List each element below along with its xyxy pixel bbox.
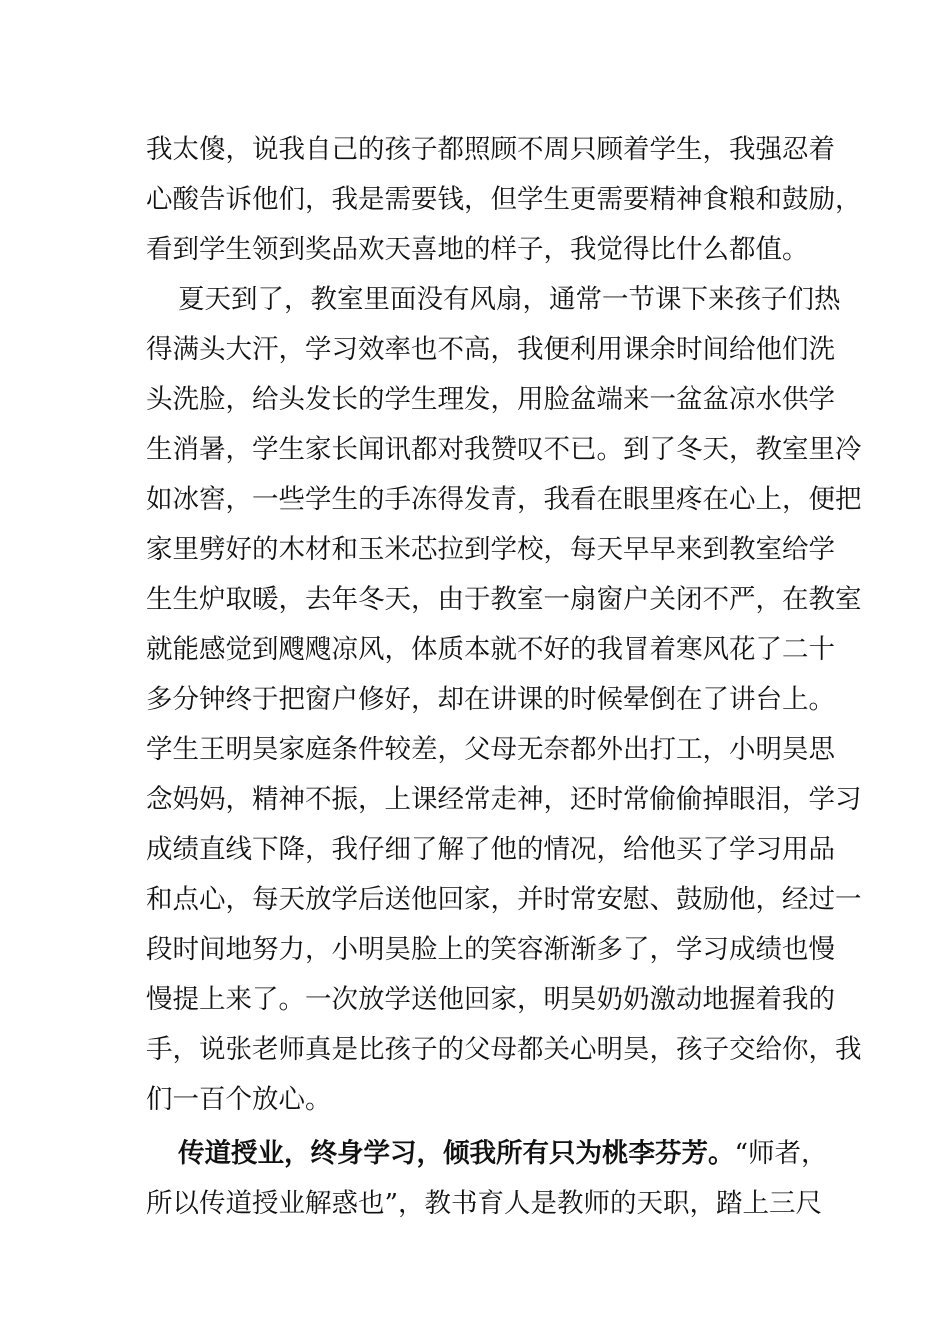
text-line: 学生王明昊家庭条件较差，父母无奈都外出打工，小明昊思	[146, 734, 835, 765]
text-line: 们一百个放心。	[146, 1084, 332, 1115]
text-line: 念妈妈，精神不振，上课经常走神，还时常偷偷掉眼泪，学习	[146, 784, 862, 815]
quote-start: “师者，	[734, 1138, 828, 1169]
text-line: 成绩直线下降，我仔细了解了他的情况，给他买了学习用品	[146, 834, 835, 865]
text-line: 就能感觉到飕飕凉风，体质本就不好的我冒着寒风花了二十	[146, 634, 835, 665]
text-line: 得满头大汗，学习效率也不高，我便利用课余时间给他们洗	[146, 334, 835, 365]
text-line: 生消暑，学生家长闻讯都对我赞叹不已。到了冬天，教室里冷	[146, 434, 862, 465]
text-line: 段时间地努力，小明昊脸上的笑容渐渐多了，学习成绩也慢	[146, 934, 835, 965]
text-line: 看到学生领到奖品欢天喜地的样子，我觉得比什么都值。	[146, 234, 809, 265]
text-line: 所以传道授业解惑也”，教书育人是教师的天职，踏上三尺	[146, 1188, 823, 1219]
text-line: 家里劈好的木材和玉米芯拉到学校，每天早早来到教室给学	[146, 534, 835, 565]
text-line: 心酸告诉他们，我是需要钱，但学生更需要精神食粮和鼓励，	[146, 184, 862, 215]
text-line: 如冰窖，一些学生的手冻得发青，我看在眼里疼在心上，便把	[146, 484, 862, 515]
section-heading: 传道授业，终身学习，倾我所有只为桃李芬芳。	[178, 1138, 735, 1169]
text-line: 手，说张老师真是比孩子的父母都关心明昊，孩子交给你，我	[146, 1034, 862, 1065]
text-line: 多分钟终于把窗户修好，却在讲课的时候晕倒在了讲台上。	[146, 684, 835, 715]
text-line: 夏天到了，教室里面没有风扇，通常一节课下来孩子们热	[178, 284, 841, 315]
text-line: 慢提上来了。一次放学送他回家，明昊奶奶激动地握着我的	[146, 984, 835, 1015]
text-line: 头洗脸，给头发长的学生理发，用脸盆端来一盆盆凉水供学	[146, 384, 835, 415]
section-heading-line	[178, 1134, 828, 1174]
text-line: 和点心，每天放学后送他回家，并时常安慰、鼓励他，经过一	[146, 884, 862, 915]
text-line: 生生炉取暖，去年冬天，由于教室一扇窗户关闭不严，在教室	[146, 584, 862, 615]
text-line: 我太傻，说我自己的孩子都照顾不周只顾着学生，我强忍着	[146, 134, 835, 165]
